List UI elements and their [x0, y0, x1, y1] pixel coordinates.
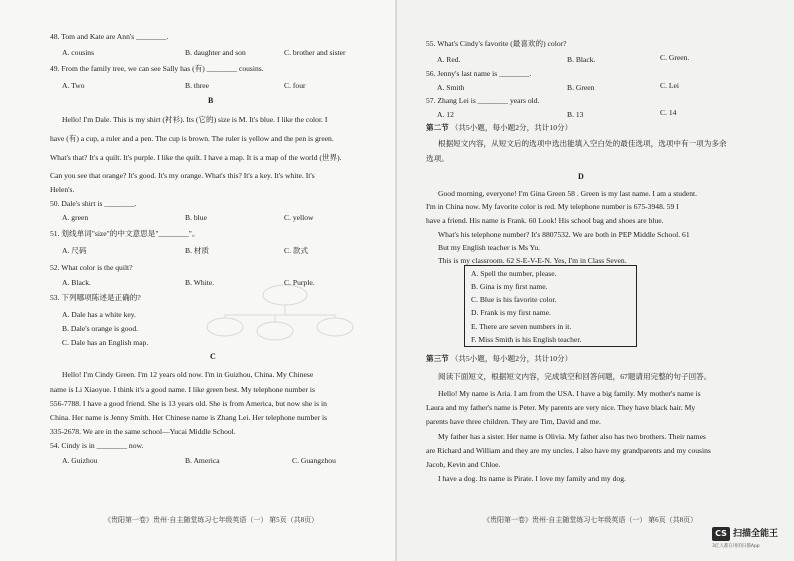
part2-info: （共5小题，每小题2分，共计10分）	[450, 123, 573, 132]
passage-e-line: Jacob, Kevin and Chloe.	[426, 460, 501, 469]
q57-stem: 57. Zhang Lei is ________ years old.	[426, 96, 540, 105]
camscanner-tagline: 3亿人都在用的扫描App	[712, 544, 760, 549]
q48-option-b: B. daughter and son	[185, 48, 246, 57]
box-option: B. Gina is my first name.	[471, 282, 548, 291]
part2-header	[426, 122, 572, 133]
q53-stem: 53. 下列哪项陈述是正确的?	[50, 293, 141, 302]
q51-option-c: C. 款式	[284, 246, 309, 255]
box-option: E. There are seven numbers in it.	[471, 322, 572, 331]
passage-d-line: But my English teacher is Ms Yu.	[438, 243, 541, 252]
q52-stem: 52. What color is the quilt?	[50, 263, 133, 272]
passage-e-line: Hello! My name is Aria. I am from the USA. I have a big family. My mother's name is	[438, 389, 701, 398]
passage-d-line: I'm in China now. My favorite color is red. My telephone number is 675-3948. 59 I	[426, 202, 679, 211]
q54-stem: 54. Cindy is in ________ now.	[50, 441, 144, 450]
q48-option-c: C. brother and sister	[284, 48, 346, 57]
part3-instruction: 阅读下面短文，根据短文内容，完成填空和回答问题，67题请用完整的句子回答。	[438, 372, 712, 381]
camscanner-logo-icon: CS	[712, 527, 730, 541]
q56-option-c: C. Lei	[660, 81, 679, 90]
q50-stem: 50. Dale's shirt is ________.	[50, 199, 137, 208]
right-page-footer: 《贵阳第一卷》贵州·自主随堂练习七年级英语（一） 第6页（共8页）	[483, 516, 698, 524]
q55-stem: 55. What's Cindy's favorite (最喜欢的) color?	[426, 39, 567, 48]
part3-title: 第三节	[426, 354, 449, 363]
passage-b-line: Can you see that orange? It's good. It's my orange. What's this? It's a key. It's white. It's	[50, 171, 315, 180]
q51-option-a: A. 尺码	[62, 246, 87, 255]
passage-d-line: This is my classroom. 62 S-E-V-E-N. Yes, I'm in Class Seven.	[438, 256, 627, 265]
q53-option-b: B. Dale's orange is good.	[62, 324, 139, 333]
box-option: A. Spell the number, please.	[471, 269, 557, 278]
passage-c-line: China. Her name is Jenny Smith. Her Chinese name is Zhang Lei. Her telephone number is	[50, 413, 328, 422]
passage-c-line: 556-7788. I have a good friend. She is 13 years old. She is from America, but now she is in	[50, 399, 327, 408]
passage-b-line: Hello! I'm Dale. This is my shirt (衬衫). Its (它的) size is M. It's blue. I like the color. I	[62, 115, 328, 124]
q56-option-b: B. Green	[567, 83, 595, 92]
q54-option-a: A. Guizhou	[62, 456, 98, 465]
q56-option-a: A. Smith	[437, 83, 465, 92]
q56-stem: 56. Jenny's last name is ________.	[426, 69, 532, 78]
q50-option-a: A. green	[62, 213, 89, 222]
q52-option-c: C. Purple.	[284, 278, 315, 287]
passage-c-line: Hello! I'm Cindy Green. I'm 12 years old now. I'm in Guizhou, China. My Chinese	[62, 370, 314, 379]
part2-title: 第二节	[426, 123, 449, 132]
part3-header	[426, 353, 572, 364]
passage-b-line: Helen's.	[50, 185, 75, 194]
passage-d-line: Good morning, everyone! I'm Gina Green 58 . Green is my last name. I am a student.	[438, 189, 698, 198]
passage-c-line: name is Li Xiaoyue. I think it's a good name. I like green best. My telephone number is	[50, 385, 315, 394]
q50-option-b: B. blue	[185, 213, 207, 222]
q49-option-b: B. three	[185, 81, 210, 90]
q55-option-a: A. Red.	[437, 55, 461, 64]
q57-option-a: A. 12	[437, 110, 454, 119]
q48-option-a: A. cousins	[62, 48, 95, 57]
passage-c-line: 335-2678. We are in the same school—Yucai Middle School.	[50, 427, 236, 436]
part2-instruction: 根据短文内容，从短文后的选项中选出能填入空白处的最佳选项，选项中有一项为多余	[438, 139, 727, 148]
passage-e-line: My father has a sister. Her name is Olivia. My father also has two brothers. Their names	[438, 432, 706, 441]
q49-option-c: C. four	[284, 81, 306, 90]
passage-d-line: have a friend. His name is Frank. 60 Look! His school bag and shoes are blue.	[426, 216, 664, 225]
q57-option-c: C. 14	[660, 108, 677, 117]
section-c-heading: C	[210, 352, 216, 361]
passage-b-line: What's that? It's a quilt. It's purple. I like the quilt. I have a map. It is a map of the world (世界).	[50, 153, 342, 162]
q49-option-a: A. Two	[62, 81, 85, 90]
q57-option-b: B. 13	[567, 110, 584, 119]
passage-b-line: have (有) a cup, a ruler and a pen. The cup is brown. The ruler is yellow and the pen is green.	[50, 134, 334, 143]
box-option: F. Miss Smith is his English teacher.	[471, 335, 582, 344]
q50-option-c: C. yellow	[284, 213, 314, 222]
q52-option-b: B. White.	[185, 278, 215, 287]
part2-instruction: 选项。	[426, 154, 449, 163]
q52-option-a: A. Black.	[62, 278, 91, 287]
q51-option-b: B. 材质	[185, 246, 210, 255]
camscanner-brand-name: 扫描全能王	[733, 529, 779, 539]
passage-e-line: are Richard and William and they are my uncles. I also have my grandparents and my cousins	[426, 446, 711, 455]
q53-option-a: A. Dale has a white key.	[62, 310, 136, 319]
q55-option-c: C. Green.	[660, 53, 690, 62]
q53-option-c: C. Dale has an English map.	[62, 338, 149, 347]
q55-option-b: B. Black.	[567, 55, 596, 64]
q51-stem: 51. 划线单词"size"的中文意思是"________"。	[50, 229, 200, 238]
box-option: C. Blue is his favorite color.	[471, 295, 557, 304]
passage-e-line: Laura and my father's name is Peter. My parents are very nice. They have black hair. My	[426, 403, 696, 412]
part3-info: （共5小题，每小题2分，共计10分）	[450, 354, 573, 363]
options-box	[464, 265, 637, 347]
section-b-heading: B	[208, 96, 214, 105]
box-option: D. Frank is my first name.	[471, 308, 551, 317]
left-page-footer: 《贵阳第一卷》贵州·自主随堂练习七年级英语（一） 第5页（共8页）	[104, 516, 319, 524]
q54-option-b: B. America	[185, 456, 220, 465]
passage-e-line: parents have three children. They are Tim, David and me.	[426, 417, 601, 426]
section-d-heading: D	[578, 172, 584, 181]
passage-e-line: I have a dog. Its name is Pirate. I love my family and my dog.	[438, 474, 626, 483]
passage-d-line: What's his telephone number? It's 8807532. We are both in PEP Middle School. 61	[438, 230, 690, 239]
q48-stem: 48. Tom and Kate are Ann's ________.	[50, 32, 169, 41]
q49-stem: 49. From the family tree, we can see Sally has (有) ________ cousins.	[50, 64, 264, 73]
q54-option-c: C. Guangzhou	[292, 456, 336, 465]
